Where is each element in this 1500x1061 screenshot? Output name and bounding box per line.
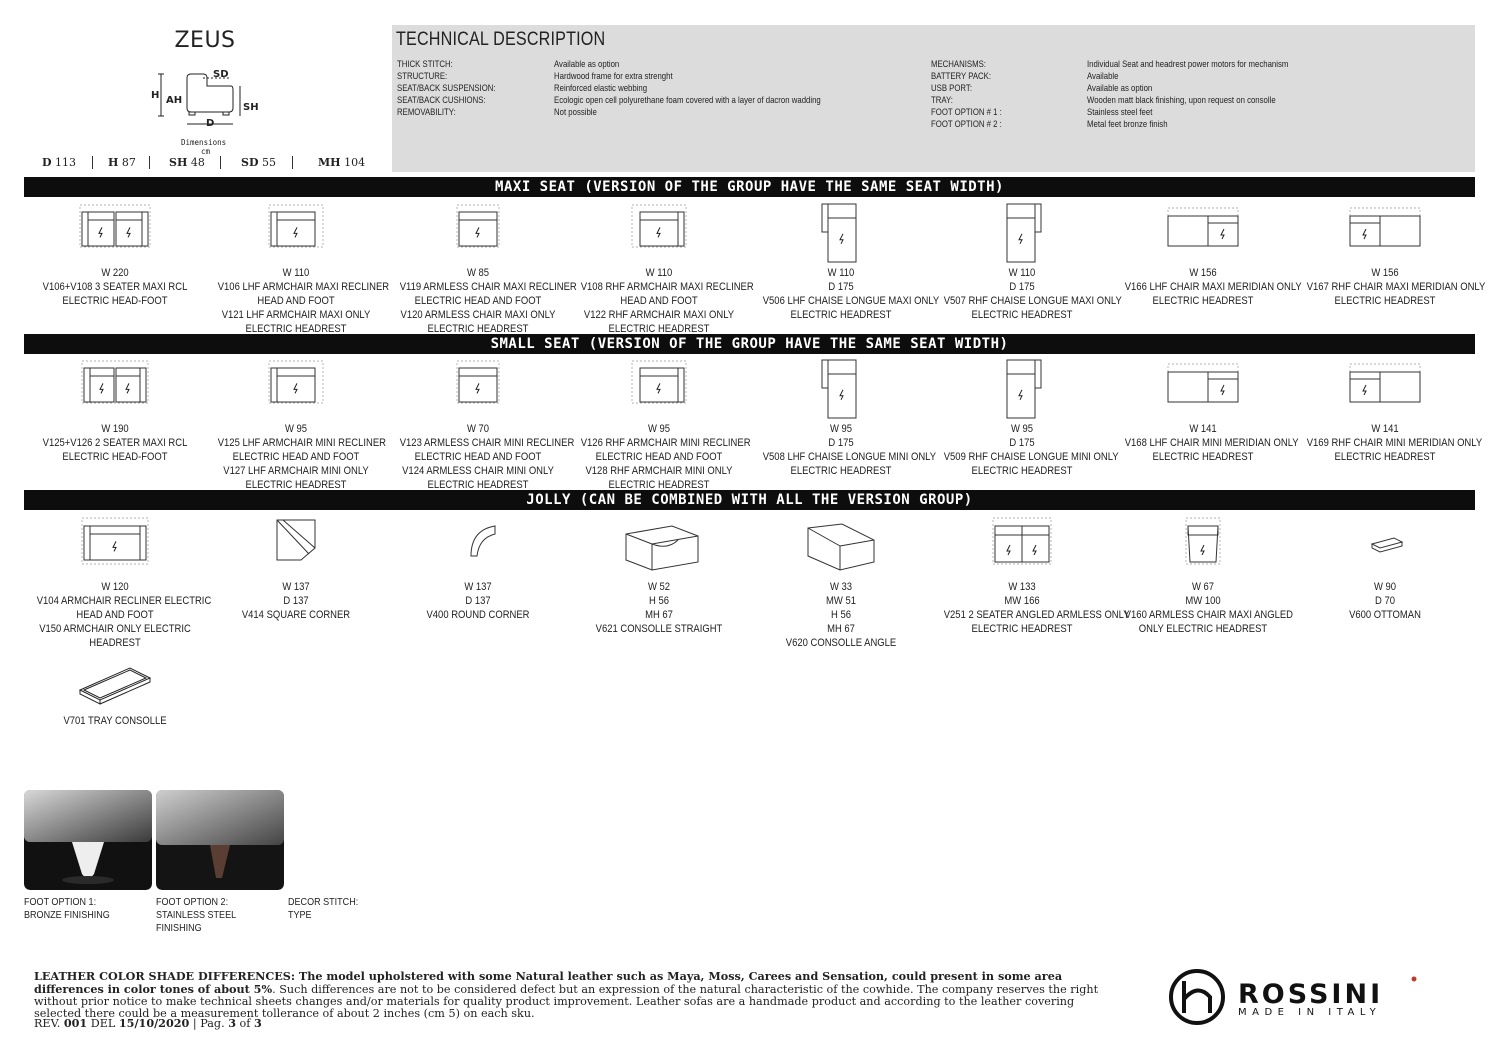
caption-line: V506 LHF CHAISE LONGUE MAXI ONLY: [762, 295, 939, 307]
caption-line: W 137: [282, 581, 311, 593]
caption-line: V108 RHF ARMCHAIR MAXI RECLINER: [580, 281, 754, 293]
caption-line: W 133: [1008, 581, 1036, 593]
angled-armless-chair-icon: [1112, 516, 1294, 578]
leather-disclaimer: [34, 970, 1114, 1020]
tech-key: STRUCTURE:: [397, 71, 448, 82]
tech-key: FOOT OPTION # 1 :: [931, 107, 1002, 118]
product-consolle-straight: [568, 516, 750, 636]
product-meridian-rhf: [1294, 202, 1486, 308]
caption-line: D 137: [283, 595, 310, 607]
angled-2-seater-icon: [931, 516, 1113, 578]
caption-line: V128 RHF ARMCHAIR MINI ONLY: [585, 465, 733, 477]
caption-line: ELECTRIC HEADREST: [790, 465, 892, 477]
caption-line: V123 ARMLESS CHAIR MINI RECLINER: [399, 437, 575, 449]
caption-line: HEAD AND FOOT: [76, 609, 154, 621]
caption-line: V509 RHF CHAISE LONGUE MINI ONLY: [943, 451, 1119, 463]
caption-line: V127 LHF ARMCHAIR MINI ONLY: [223, 465, 370, 477]
caption-line: ELECTRIC HEAD AND FOOT: [414, 451, 542, 463]
caption-line: W 33: [829, 581, 852, 593]
caption-line: V106+V108 3 SEATER MAXI RCL: [42, 281, 188, 293]
product-sofa-2-seater: [24, 358, 206, 464]
section-header-maxi-seat: MAXI SEAT (VERSION OF THE GROUP HAVE THE SAME SEAT WIDTH): [24, 177, 1475, 197]
disclaimer-text: . Such differences are not to be considered defect but an expression of the natural characteristic of the cowhide. The company reserves the right without prior notice to make technical sheets changes and/or materials for quality product improvement. Leather sofas are a handmade product and according to the leather covering selected there could be a measurement tollerance of about 2 inches (cm 5) on each sku.: [34, 983, 1099, 1020]
caption-line: MW 166: [1004, 595, 1040, 607]
caption-line: W 137: [464, 581, 492, 593]
tech-key: FOOT OPTION # 2 :: [931, 119, 1002, 130]
caption-line: ELECTRIC HEADREST: [790, 309, 892, 321]
product-caption: [218, 422, 387, 492]
caption-line: W 141: [1189, 423, 1218, 435]
caption-line: ELECTRIC HEADREST: [1334, 451, 1436, 463]
dim-label-ah: AH: [166, 95, 183, 106]
caption-line: D 175: [1009, 281, 1035, 293]
brand-name: ROSSINI: [1238, 979, 1384, 1010]
dim-sd: SD 55: [241, 156, 276, 169]
caption-line: D 137: [465, 595, 491, 607]
product-meridian-lhf: [1112, 358, 1299, 464]
product-caption: [1306, 422, 1482, 464]
product-armless-chair: [387, 358, 575, 492]
caption-line: V400 ROUND CORNER: [426, 609, 530, 621]
sofa-2-seater-icon: [24, 358, 206, 420]
caption-line: V126 RHF ARMCHAIR MINI RECLINER: [580, 437, 751, 449]
foot-option-1-photo: [24, 790, 152, 890]
caption-line: V600 OTTOMAN: [1348, 609, 1421, 621]
caption-line: ELECTRIC HEADREST: [1152, 451, 1254, 463]
caption-line: ELECTRIC HEAD AND FOOT: [414, 295, 542, 307]
caption-line: D 175: [1009, 437, 1035, 449]
tech-value: Metal feet bronze finish: [1087, 119, 1168, 130]
product-angled-2-seater: [931, 516, 1130, 636]
tech-value: Stainless steel feet: [1087, 107, 1153, 118]
product-caption: [762, 422, 936, 478]
caption-line: ELECTRIC HEAD AND FOOT: [595, 451, 723, 463]
caption-line: W 220: [101, 267, 129, 279]
product-caption: [399, 422, 575, 492]
product-armchair: [24, 516, 212, 650]
caption-line: W 110: [1008, 267, 1036, 279]
armchair-rhf-icon: [568, 358, 750, 420]
product-caption: [580, 266, 754, 336]
tech-value: Individual Seat and headrest power motors for mechanism: [1087, 59, 1289, 70]
caption-line: V121 LHF ARMCHAIR MAXI ONLY: [222, 309, 371, 321]
caption-line: ELECTRIC HEADREST: [971, 623, 1073, 635]
caption-line: V120 ARMLESS CHAIR MAXI ONLY: [400, 309, 556, 321]
product-square-corner: [205, 516, 387, 622]
caption-line: V119 ARMLESS CHAIR MAXI RECLINER: [399, 281, 577, 293]
product-caption: [37, 422, 194, 464]
caption-line: W 110: [827, 267, 854, 279]
caption-line: W 110: [283, 267, 310, 279]
consolle-straight-icon: [568, 516, 750, 578]
caption-line: W 95: [829, 423, 852, 435]
section-header-jolly: JOLLY (CAN BE COMBINED WITH ALL THE VERSION GROUP): [24, 490, 1475, 510]
product-armchair-lhf: [205, 358, 387, 492]
product-caption: [36, 580, 212, 650]
product-caption: [1307, 580, 1464, 622]
caption-line: V620 CONSOLLE ANGLE: [785, 637, 896, 649]
label-line: FOOT OPTION 2:: [156, 896, 229, 908]
label-line: BRONZE FINISHING: [24, 909, 110, 921]
label-line: FOOT OPTION 1:: [24, 896, 97, 908]
product-round-corner: [387, 516, 569, 622]
caption-line: W 190: [101, 423, 129, 435]
product-armless-chair: [387, 202, 577, 336]
chaise-rhf-icon: [931, 202, 1113, 264]
tray-consolle-icon: [24, 660, 206, 712]
product-consolle-angle: [750, 516, 932, 650]
dim-sh: SH 48: [169, 156, 205, 169]
armchair-lhf-icon: [205, 202, 387, 264]
caption-line: ELECTRIC HEADREST: [427, 479, 529, 491]
tech-value: Hardwood frame for extra strenght: [554, 71, 673, 82]
product-chaise-rhf: [931, 202, 1122, 322]
dimensions-row: [40, 156, 370, 172]
caption-line: W 95: [648, 423, 671, 435]
caption-line: ELECTRIC HEADREST: [608, 479, 710, 491]
dim-label-sh: SH: [243, 102, 259, 113]
disclaimer-bold: LEATHER COLOR SHADE DIFFERENCES: The model upholstered with some Natural leather such as Maya, Moss, Carees and Sensation, could present in some area differences in color tones of about 5%: [34, 969, 1063, 996]
caption-line: MW 51: [825, 595, 856, 607]
caption-line: V251 2 SEATER ANGLED ARMLESS ONLY: [943, 609, 1130, 621]
dim-label-d: D: [206, 118, 215, 129]
caption-line: ELECTRIC HEADREST: [971, 309, 1073, 321]
label-line: TYPE: [288, 909, 312, 921]
product-meridian-rhf: [1294, 358, 1482, 464]
caption-line: ELECTRIC HEADREST: [245, 479, 347, 491]
caption-line: ELECTRIC HEADREST: [971, 465, 1073, 477]
armchair-lhf-icon: [205, 358, 387, 420]
caption-line: HEADREST: [89, 637, 141, 649]
ottoman-icon: [1294, 516, 1476, 578]
caption-line: V106 LHF ARMCHAIR MAXI RECLINER: [218, 281, 390, 293]
product-ottoman: [1294, 516, 1476, 622]
technical-title: TECHNICAL DESCRIPTION: [396, 29, 606, 50]
product-caption: [1125, 266, 1303, 308]
caption-line: W 95: [1010, 423, 1034, 435]
product-armchair-lhf: [205, 202, 390, 336]
caption-line: W 52: [648, 581, 671, 593]
dim-caption-unit: cm: [201, 147, 211, 156]
model-title: ZEUS: [174, 28, 236, 53]
product-caption: [218, 580, 375, 622]
caption-line: ELECTRIC HEAD-FOOT: [62, 295, 168, 307]
dim-caption: Dimensions: [181, 138, 227, 147]
caption-line: V125 LHF ARMCHAIR MINI RECLINER: [218, 437, 387, 449]
product-sofa-3-seater: [24, 202, 206, 308]
caption-line: V160 ARMLESS CHAIR MAXI ANGLED: [1125, 609, 1294, 621]
product-tray-consolle: [24, 660, 206, 728]
caption-line: V508 LHF CHAISE LONGUE MINI ONLY: [762, 451, 936, 463]
caption-line: V169 RHF CHAIR MINI MERIDIAN ONLY: [1306, 437, 1482, 449]
tech-value: Reinforced elastic webbing: [554, 83, 648, 94]
caption-line: D 70: [1374, 595, 1395, 607]
label-line: FINISHING: [156, 922, 202, 934]
caption-line: ELECTRIC HEADREST: [1334, 295, 1436, 307]
dim-mh: MH 104: [318, 156, 366, 169]
caption-line: W 156: [1189, 267, 1218, 279]
product-caption: [218, 266, 390, 336]
tech-value: Not possible: [554, 107, 597, 118]
product-angled-armless-chair: [1112, 516, 1294, 636]
product-caption: [1125, 422, 1299, 464]
revision-line: REV. 001 DEL 15/10/2020 | Pag. 3 of 3: [34, 1016, 262, 1030]
dim-label-sd: SD: [213, 69, 229, 80]
caption-line: V621 CONSOLLE STRAIGHT: [595, 623, 723, 635]
tech-value: Available as option: [1087, 83, 1153, 94]
caption-line: ELECTRIC HEAD-FOOT: [62, 451, 168, 463]
product-caption: [399, 266, 577, 336]
caption-line: V124 ARMLESS CHAIR MINI ONLY: [401, 465, 554, 477]
round-corner-icon: [387, 516, 569, 578]
tech-value: Available: [1087, 71, 1119, 82]
product-caption: [580, 422, 751, 492]
caption-line: MW 100: [1185, 595, 1222, 607]
product-chaise-lhf: [750, 358, 936, 478]
armless-chair-icon: [387, 202, 569, 264]
consolle-angle-icon: [750, 516, 932, 578]
product-caption: [943, 422, 1119, 478]
product-caption: [762, 266, 939, 322]
caption-line: H 56: [830, 609, 851, 621]
meridian-lhf-icon: [1112, 202, 1294, 264]
caption-line: ONLY ELECTRIC HEADREST: [1139, 623, 1268, 635]
chaise-lhf-icon: [750, 202, 932, 264]
dim-d: D 113: [42, 156, 77, 169]
caption-line: D 175: [827, 437, 854, 449]
armchair-icon: [24, 516, 206, 578]
caption-line: W 67: [1192, 581, 1215, 593]
square-corner-icon: [205, 516, 387, 578]
meridian-rhf-icon: [1294, 202, 1476, 264]
product-armchair-rhf: [568, 202, 754, 336]
sofa-3-seater-icon: [24, 202, 206, 264]
tech-key: SEAT/BACK CUSHIONS:: [397, 95, 486, 106]
caption-line: W 70: [466, 423, 489, 435]
tech-value: Wooden matt black finishing, upon request on consolle: [1087, 95, 1276, 106]
foot-option-1-label: [24, 896, 110, 922]
brand-tagline: MADE IN ITALY: [1238, 1007, 1382, 1018]
foot-option-2-photo: [156, 790, 284, 890]
caption-line: V167 RHF CHAIR MAXI MERIDIAN ONLY: [1306, 281, 1486, 293]
tech-key: SEAT/BACK SUSPENSION:: [397, 83, 496, 94]
caption-line: W 110: [645, 267, 673, 279]
tech-key: USB PORT:: [931, 83, 972, 94]
caption-line: MH 67: [645, 609, 674, 621]
caption-line: V150 ARMCHAIR ONLY ELECTRIC: [39, 623, 191, 635]
tech-key: TRAY:: [931, 95, 953, 106]
foot-option-2-label: [156, 896, 236, 935]
caption-line: V122 RHF ARMCHAIR MAXI ONLY: [584, 309, 735, 321]
meridian-rhf-icon: [1294, 358, 1476, 420]
product-caption: [943, 580, 1130, 636]
caption-line: ELECTRIC HEAD AND FOOT: [233, 451, 360, 463]
product-caption: [581, 580, 738, 636]
caption-line: W 90: [1373, 581, 1396, 593]
armless-chair-icon: [387, 358, 569, 420]
label-line: DECOR STITCH:: [288, 896, 359, 908]
product-caption: [37, 266, 194, 308]
caption-line: HEAD AND FOOT: [620, 295, 698, 307]
meridian-lhf-icon: [1112, 358, 1294, 420]
product-caption: [1306, 266, 1486, 308]
caption-line: ELECTRIC HEADREST: [608, 323, 710, 335]
tech-key: BATTERY PACK:: [931, 71, 992, 82]
tech-key: THICK STITCH:: [397, 59, 453, 70]
rossini-logo: [1168, 967, 1428, 1027]
product-caption: [400, 580, 557, 622]
product-meridian-lhf: [1112, 202, 1303, 308]
caption-line: V168 LHF CHAIR MINI MERIDIAN ONLY: [1125, 437, 1299, 449]
chaise-lhf-icon: [750, 358, 932, 420]
caption-line: ELECTRIC HEADREST: [245, 323, 347, 335]
tech-value: Ecologic open cell polyurethane foam covered with a layer of dacron wadding: [554, 95, 821, 106]
product-chaise-rhf: [931, 358, 1119, 478]
section-header-small-seat: SMALL SEAT (VERSION OF THE GROUP HAVE THE SAME SEAT WIDTH): [24, 334, 1475, 354]
technical-description-panel: [392, 25, 1475, 172]
caption-line: HEAD AND FOOT: [257, 295, 336, 307]
caption-line: V414 SQUARE CORNER: [242, 609, 351, 621]
dim-label-h: H: [151, 90, 160, 101]
product-caption: [943, 266, 1122, 322]
caption-line: MH 67: [826, 623, 855, 635]
caption-line: V104 ARMCHAIR RECLINER ELECTRIC: [36, 595, 212, 607]
caption-line: D 175: [827, 281, 854, 293]
tech-key: MECHANISMS:: [931, 59, 986, 70]
product-caption: [37, 714, 194, 728]
caption-line: ELECTRIC HEADREST: [427, 323, 529, 335]
caption-line: W 156: [1371, 267, 1399, 279]
caption-line: ELECTRIC HEADREST: [1152, 295, 1254, 307]
caption-line: H 56: [649, 595, 670, 607]
dim-h: H 87: [108, 156, 136, 169]
armchair-rhf-icon: [568, 202, 750, 264]
caption-line: V125+V126 2 SEATER MAXI RCL: [42, 437, 188, 449]
product-caption: [1125, 580, 1294, 636]
product-chaise-lhf: [750, 202, 939, 322]
dimensions-diagram: [145, 66, 265, 156]
caption-line: V166 LHF CHAIR MAXI MERIDIAN ONLY: [1125, 281, 1303, 293]
decor-stitch-label: [288, 896, 358, 922]
tech-key: REMOVABILITY:: [397, 107, 456, 118]
product-caption: [762, 580, 919, 650]
caption-line: W 141: [1371, 423, 1399, 435]
caption-line: V507 RHF CHAISE LONGUE MAXI ONLY: [943, 295, 1122, 307]
caption-line: W 120: [101, 581, 129, 593]
caption-line: W 95: [285, 423, 308, 435]
caption-line: V701 TRAY CONSOLLE: [63, 715, 167, 727]
chaise-rhf-icon: [931, 358, 1113, 420]
label-line: STAINLESS STEEL: [156, 909, 237, 921]
tech-value: Available as option: [554, 59, 620, 70]
product-armchair-rhf: [568, 358, 750, 492]
caption-line: W 85: [466, 267, 489, 279]
